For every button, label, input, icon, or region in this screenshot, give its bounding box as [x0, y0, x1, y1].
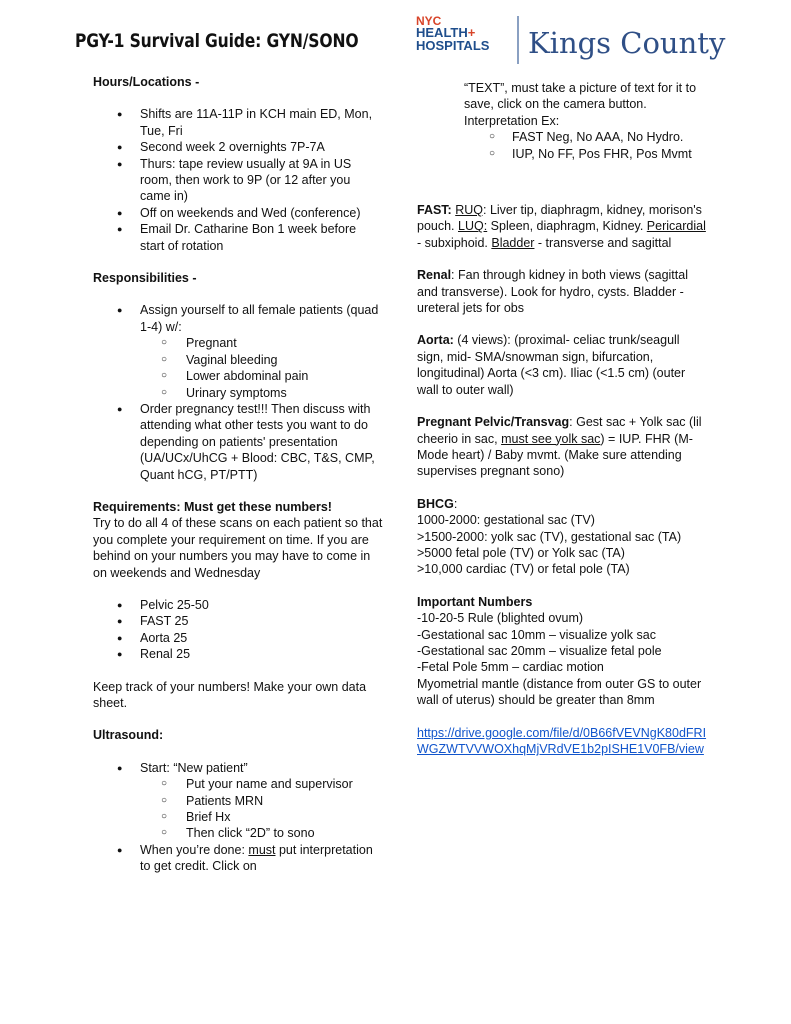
ultrasound-heading: Ultrasound:	[93, 728, 164, 743]
hours-list	[93, 106, 383, 254]
sub-list-item: ○ Patients MRN	[93, 793, 383, 809]
sub-list-item: ○ Pregnant	[93, 335, 383, 351]
requirements-list	[93, 597, 383, 663]
pregnant-must: must see yolk sac	[501, 431, 601, 446]
sub-list-item: ○ Lower abdominal pain	[93, 368, 383, 384]
ultrasound-list	[93, 760, 383, 875]
ultrasound-continued: “TEXT”, must take a picture of text for it to save, click on the camera button. Interpretation Ex:	[464, 81, 697, 128]
renal-paragraph	[417, 267, 707, 316]
interpretation-examples	[417, 129, 707, 162]
fast-bladder-text: - transverse and sagittal	[534, 235, 672, 250]
list-item: ● Renal 25	[93, 646, 383, 662]
list-item: ● Aorta 25	[93, 630, 383, 646]
important-numbers-heading: Important Numbers	[417, 594, 533, 609]
fast-pericardial: Pericardial	[646, 219, 706, 234]
sub-list-item: ○ IUP, No FF, Pos FHR, Pos Mvmt	[417, 146, 707, 162]
logo-hospitals: HOSPITALS	[416, 37, 490, 53]
done-text-rest: put interpretation to get credit. Click on	[140, 842, 373, 874]
list-item: ● Assign yourself to all female patients (quad 1-4) w/:	[93, 302, 383, 335]
important-line: -10-20-5 Rule (blighted ovum)	[417, 611, 584, 626]
aorta-label: Aorta:	[417, 333, 454, 348]
list-item: ● Email Dr. Catharine Bon 1 week before start of rotation	[93, 221, 383, 254]
left-column	[93, 74, 383, 875]
done-text: When you’re done:	[140, 842, 249, 857]
pregnant-label: Pregnant Pelvic/Transvag	[417, 415, 570, 430]
pregnant-text: : Gest sac + Yolk sac (lil cheerio in sac,	[417, 415, 702, 446]
list-item: ● Order pregnancy test!!! Then discuss with attending what other tests you want to do depending on patients' presentation (UA/UCx/UhCG + Blood: CBC, T&S, CMP, Quant hCG, PT/PTT)	[93, 401, 383, 483]
aorta-paragraph	[417, 332, 707, 398]
requirements-heading: Requirements: Must get these numbers!	[93, 499, 332, 514]
requirements-text: Try to do all 4 of these scans on each patient so that you complete your requirement on time. If you are behind on your numbers you may have to come in on weekends and Wednesday	[93, 516, 383, 580]
logo-health-hospitals	[416, 27, 489, 52]
sub-list-item: ○ Then click “2D” to sono	[93, 825, 383, 841]
aorta-text: (4 views): (proximal- celiac trunk/seagull sign, mid- SMA/snowman sign, bifurcation, longitudinal) Aorta (<3 cm). Iliac (<1.5 cm) (outer wall to outer wall)	[417, 333, 686, 397]
logo-nyc: NYC	[416, 14, 442, 28]
fast-pericardial-text: - subxiphoid.	[417, 235, 492, 250]
bhcg-line: >10,000 cardiac (TV) or fetal pole (TA)	[417, 562, 630, 577]
logo-health: HEALTH	[416, 25, 468, 40]
sub-list-item: ○ Urinary symptoms	[93, 385, 383, 401]
list-item: ● Shifts are 11A-11P in KCH main ED, Mon, Tue, Fri	[93, 106, 383, 139]
fast-label: FAST:	[417, 203, 452, 218]
sub-list-item: ○ Vaginal bleeding	[93, 352, 383, 368]
pregnant-paragraph	[417, 414, 707, 480]
bhcg-label: BHCG	[417, 496, 454, 511]
list-item: ● Off on weekends and Wed (conference)	[93, 205, 383, 221]
list-item	[93, 842, 383, 875]
renal-text: : Fan through kidney in both views (sagittal and transverse). Look for hydro, cysts. Bladder - ureteral jets for obs	[417, 268, 688, 316]
page-title: PGY-1 Survival Guide: GYN/SONO	[75, 30, 359, 52]
pregnant-text-rest: ) = IUP. FHR (M-Mode heart) / Baby mvmt. (Make sure attending supervises pregnant sono)	[417, 431, 693, 479]
important-line: -Gestational sac 10mm – visualize yolk sac	[417, 627, 656, 642]
bhcg-heading	[417, 496, 707, 512]
sub-list-item: ○ FAST Neg, No AAA, No Hydro.	[417, 129, 707, 145]
logo-divider	[517, 16, 519, 64]
list-item: ● Pelvic 25-50	[93, 597, 383, 613]
fast-luq-text: Spleen, diaphragm, Kidney.	[487, 219, 647, 234]
bhcg-colon: :	[453, 496, 458, 511]
list-item: ● Thurs: tape review usually at 9A in US room, then work to 9P (or 12 after you came in)	[93, 156, 383, 205]
important-line: -Fetal Pole 5mm – cardiac motion	[417, 660, 604, 675]
hours-heading: Hours/Locations -	[93, 75, 200, 89]
fast-ruq-text: : Liver tip, diaphragm, kidney, morison's pouch.	[417, 203, 702, 234]
done-must: must	[248, 842, 276, 857]
fast-paragraph	[417, 202, 707, 251]
fast-ruq: RUQ	[455, 203, 483, 218]
responsibilities-list	[93, 302, 383, 482]
keep-track-text: Keep track of your numbers! Make your own data sheet.	[93, 679, 367, 710]
bhcg-line: 1000-2000: gestational sac (TV)	[417, 513, 595, 528]
right-column	[417, 80, 707, 757]
fast-bladder: Bladder	[491, 235, 535, 250]
important-line: Myometrial mantle (distance from outer GS to outer wall of uterus) should be greater than 8mm	[417, 676, 702, 708]
sub-list-item: ○ Brief Hx	[93, 809, 383, 825]
drive-link[interactable]: https://drive.google.com/file/d/0B66fVEVNgK80dFRIWGZWTVVWOXhqMjVRdVE1b2pISHE1V0FB/view	[417, 725, 707, 756]
bhcg-line: >1500-2000: yolk sac (TV), gestational sac (TA)	[417, 529, 682, 544]
nyc-health-hospitals-logo	[416, 12, 756, 70]
bhcg-line: >5000 fetal pole (TV) or Yolk sac (TA)	[417, 545, 625, 560]
sub-list-item: ○ Put your name and supervisor	[93, 776, 383, 792]
renal-label: Renal	[417, 268, 452, 283]
logo-hospital-name: Kings County	[528, 26, 726, 60]
list-item: ● Start: “New patient”	[93, 760, 383, 776]
important-line: -Gestational sac 20mm – visualize fetal pole	[417, 643, 662, 658]
list-item: ● FAST 25	[93, 613, 383, 629]
responsibilities-heading: Responsibilities -	[93, 271, 197, 286]
fast-luq: LUQ:	[458, 219, 488, 234]
list-item: ● Second week 2 overnights 7P-7A	[93, 139, 383, 155]
logo-plus: +	[467, 25, 476, 40]
